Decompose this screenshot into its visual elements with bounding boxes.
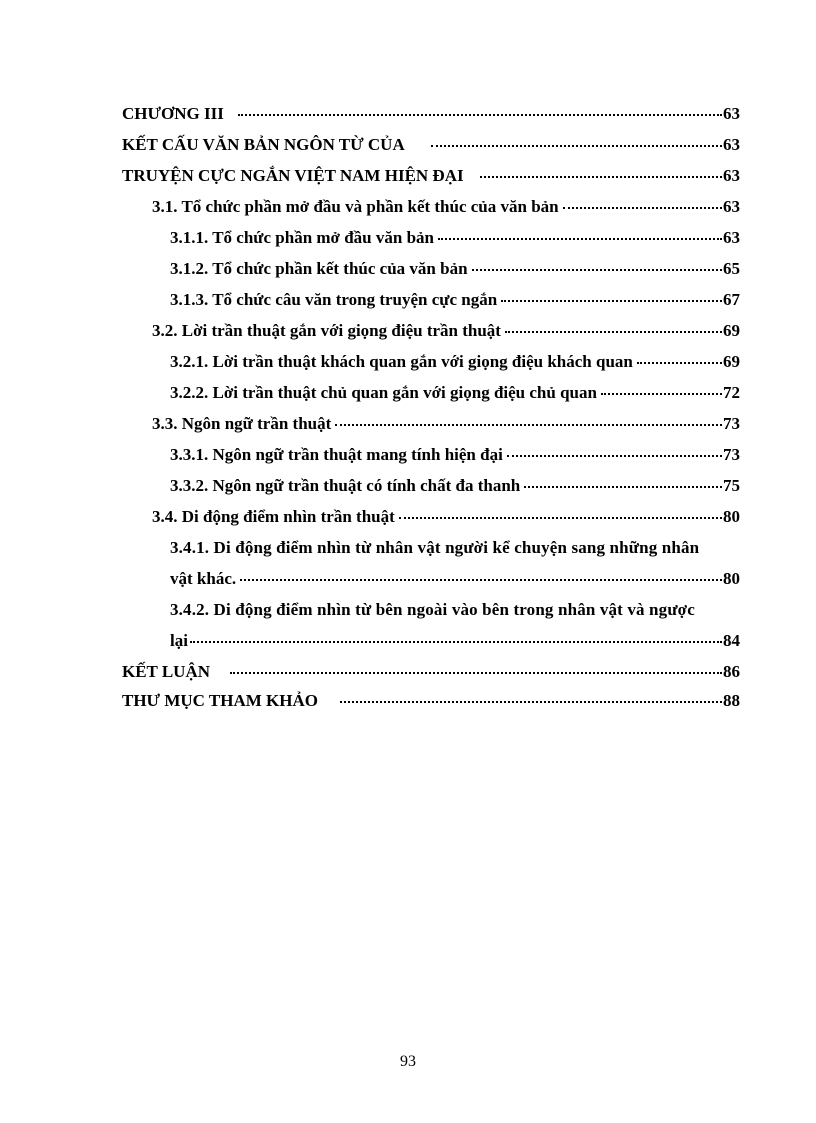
toc-label: 3.1. Tổ chức phần mở đầu và phần kết thúc của văn bản <box>152 197 559 216</box>
toc-label: TRUYỆN CỰC NGẮN VIỆT NAM HIỆN ĐẠI <box>122 166 464 185</box>
toc-label: 3.2.1. Lời trần thuật khách quan gắn với giọng điệu khách quan <box>170 352 633 371</box>
toc-entry-3-1-3 <box>170 290 740 310</box>
toc-entry-3-1 <box>152 197 740 217</box>
toc-page: 67 <box>723 290 740 309</box>
dot-leader <box>340 701 722 703</box>
toc-label: 3.3.1. Ngôn ngữ trần thuật mang tính hiện đại <box>170 445 503 464</box>
toc-entry-chapter-title-2 <box>122 166 740 186</box>
toc-page: 75 <box>723 476 740 495</box>
toc-entry-3-1-2 <box>170 259 740 279</box>
toc-entry-3-3 <box>152 414 740 434</box>
toc-entry-3-4-2-line1: 3.4.2. Di động điểm nhìn từ bên ngoài vào bên trong nhân vật và ngược <box>170 600 695 619</box>
toc-entry-3-4-1 <box>170 569 740 589</box>
dot-leader <box>335 424 722 426</box>
dot-leader <box>230 672 722 674</box>
table-of-contents <box>122 104 740 711</box>
toc-page: 63 <box>723 228 740 247</box>
dot-leader <box>637 362 722 364</box>
dot-leader <box>438 238 722 240</box>
toc-entry-3-2-2 <box>170 383 740 403</box>
toc-label: 3.4. Di động điểm nhìn trần thuật <box>152 507 395 526</box>
toc-label: 3.2. Lời trần thuật gắn với giọng điệu trần thuật <box>152 321 501 340</box>
toc-page: 72 <box>723 383 740 402</box>
toc-entry-3-4 <box>152 507 740 527</box>
dot-leader <box>505 331 722 333</box>
toc-entry-conclusion <box>122 662 740 682</box>
toc-page: 80 <box>723 569 740 588</box>
toc-label: 3.1.2. Tổ chức phần kết thúc của văn bản <box>170 259 468 278</box>
toc-entry-3-4-2 <box>170 631 740 651</box>
toc-page: 63 <box>723 166 740 185</box>
dot-leader <box>507 455 722 457</box>
toc-page: 88 <box>723 691 740 710</box>
toc-label: 3.2.2. Lời trần thuật chủ quan gắn với giọng điệu chủ quan <box>170 383 597 402</box>
dot-leader <box>601 393 722 395</box>
toc-page: 65 <box>723 259 740 278</box>
toc-label: 3.1.3. Tổ chức câu văn trong truyện cực ngắn <box>170 290 498 309</box>
toc-entry-3-3-2 <box>170 476 740 496</box>
toc-entry-chapter-3 <box>122 104 740 124</box>
toc-label: vật khác. <box>170 569 237 588</box>
toc-entry-references <box>122 691 740 711</box>
toc-page: 86 <box>723 662 740 681</box>
dot-leader <box>472 269 722 271</box>
toc-page: 63 <box>723 104 740 123</box>
toc-label: 3.3. Ngôn ngữ trần thuật <box>152 414 332 433</box>
toc-page: 69 <box>723 321 740 340</box>
toc-entry-3-4-1-line1: 3.4.1. Di động điểm nhìn từ nhân vật người kể chuyện sang những nhân <box>170 538 700 557</box>
toc-label: CHƯƠNG III <box>122 104 224 123</box>
dot-leader <box>431 145 722 147</box>
toc-entry-3-3-1 <box>170 445 740 465</box>
toc-page: 80 <box>723 507 740 526</box>
toc-page: 73 <box>723 445 740 464</box>
toc-label: lại <box>170 631 188 650</box>
toc-page: 69 <box>723 352 740 371</box>
toc-entry-3-2-1 <box>170 352 740 372</box>
toc-label: THƯ MỤC THAM KHẢO <box>122 691 318 710</box>
toc-label: 3.3.2. Ngôn ngữ trần thuật có tính chất đa thanh <box>170 476 521 495</box>
dot-leader <box>399 517 722 519</box>
dot-leader <box>480 176 722 178</box>
toc-page: 63 <box>723 135 740 154</box>
toc-entry-3-2 <box>152 321 740 341</box>
toc-label: KẾT LUẬN <box>122 662 211 681</box>
dot-leader <box>524 486 722 488</box>
dot-leader <box>190 641 722 643</box>
toc-page: 84 <box>723 631 740 650</box>
toc-page: 73 <box>723 414 740 433</box>
toc-entry-3-1-1 <box>170 228 740 248</box>
dot-leader <box>563 207 722 209</box>
toc-entry-chapter-title-1 <box>122 135 740 155</box>
dot-leader <box>240 579 722 581</box>
page-number: 93 <box>400 1053 416 1070</box>
toc-page: 63 <box>723 197 740 216</box>
toc-label: KẾT CẤU VĂN BẢN NGÔN TỪ CỦA <box>122 135 405 154</box>
dot-leader <box>238 114 722 116</box>
toc-label: 3.1.1. Tổ chức phần mở đầu văn bản <box>170 228 434 247</box>
dot-leader <box>501 300 722 302</box>
